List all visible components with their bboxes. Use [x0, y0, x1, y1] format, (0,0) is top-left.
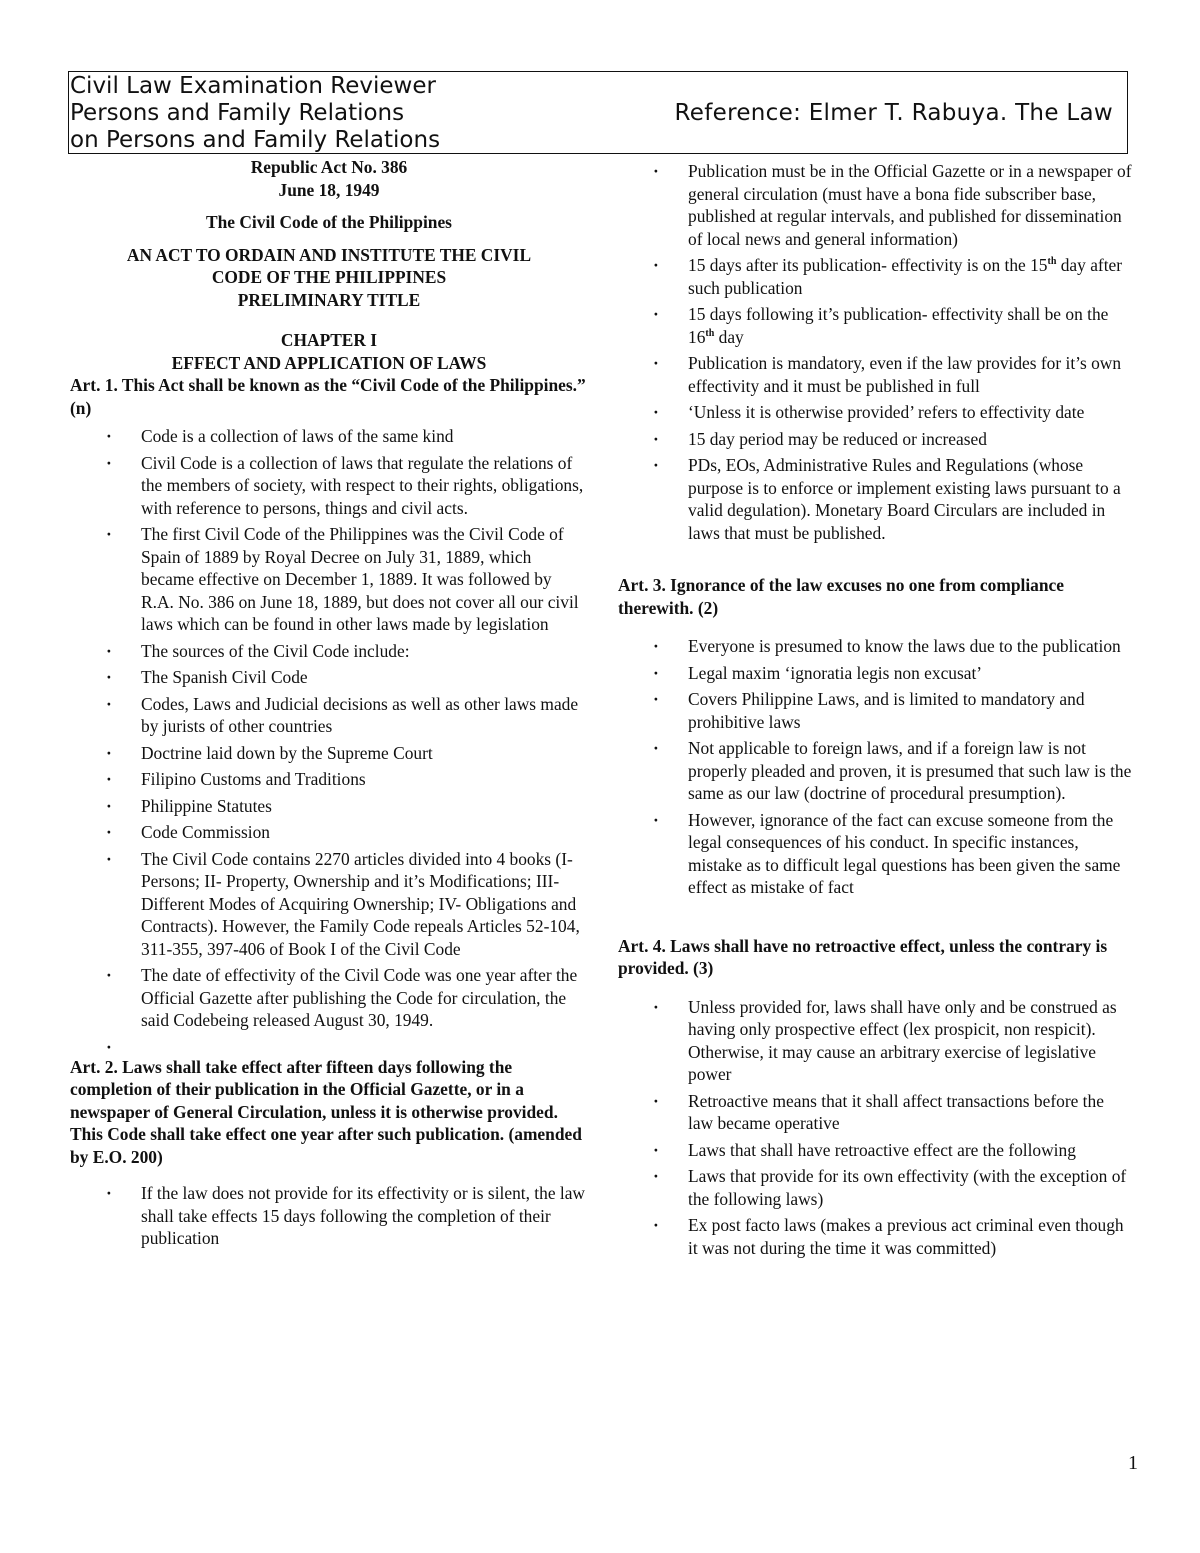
list-item: · However, ignorance of the fact can excuse someone from the legal consequences of his conduct. In specific instances, mistake as to difficult legal questions has been given the same effect as mistake of fact — [618, 809, 1132, 899]
header-subject: Persons and Family Relations — [70, 100, 405, 126]
article-2-list-left — [70, 1182, 588, 1250]
preliminary-title: PRELIMINARY TITLE — [237, 289, 421, 310]
list-item: · Laws that shall have retroactive effect are the following — [618, 1139, 1132, 1162]
ordinal-suffix: th — [705, 327, 715, 339]
list-item: · Code Commission — [70, 821, 588, 844]
list-item: · Publication is mandatory, even if the law provides for it’s own effectivity and it must be published in full — [618, 352, 1132, 397]
list-item: · Publication must be in the Official Gazette or in a newspaper of general circulation (must have a bona fide subscriber base, published at regular intervals, and published for dissemination of local news and general information) — [618, 160, 1132, 250]
list-item: · Filipino Customs and Traditions — [70, 768, 588, 791]
list-item: · Retroactive means that it shall affect transactions before the law became operative — [618, 1090, 1132, 1135]
list-item-text: day — [714, 326, 744, 347]
right-column — [618, 156, 1132, 1263]
list-item: · Code is a collection of laws of the same kind — [70, 425, 588, 448]
list-item-16th-day — [618, 303, 1132, 348]
article-1-heading: Art. 1. This Act shall be known as the “Civil Code of the Philippines.” (n) — [70, 375, 586, 418]
chapter-number: CHAPTER I — [280, 330, 378, 350]
list-item: · Doctrine laid down by the Supreme Court — [70, 742, 588, 765]
list-item: · PDs, EOs, Administrative Rules and Regulations (whose purpose is to enforce or implement existing laws pursuant to a valid degulation). Monetary Board Circulars are included in laws that must be published. — [618, 454, 1132, 544]
page-number: 1 — [1128, 1452, 1138, 1474]
code-title: The Civil Code of the Philippines — [206, 212, 452, 232]
list-item-text: day after such publication — [688, 255, 1123, 298]
list-item: · The Spanish Civil Code — [70, 666, 588, 689]
act-date: June 18, 1949 — [278, 179, 380, 200]
list-item: · Codes, Laws and Judicial decisions as well as other laws made by jurists of other countries — [70, 693, 588, 738]
left-column — [70, 156, 588, 1254]
list-item: · If the law does not provide for its effectivity or is silent, the law shall take effects 15 days following the completion of their publication — [70, 1182, 588, 1250]
list-item: · Philippine Statutes — [70, 795, 588, 818]
list-item: · The date of effectivity of the Civil Code was one year after the Official Gazette after publishing the Code for circulation, the said Codebeing released August 30, 1949. — [70, 964, 588, 1032]
chapter-title: EFFECT AND APPLICATION OF LAWS — [171, 352, 487, 373]
list-item-text: 15 days after its publication- effectivity is on the 15 — [688, 255, 1048, 275]
list-item: · ‘Unless it is otherwise provided’ refers to effectivity date — [618, 401, 1132, 424]
article-4-heading: Art. 4. Laws shall have no retroactive effect, unless the contrary is provided. (3) — [618, 935, 1108, 978]
article-1-list — [70, 425, 588, 1054]
article-3-heading: Art. 3. Ignorance of the law excuses no one from compliance therewith. (2) — [618, 575, 1064, 618]
article-2-list-right — [618, 160, 1132, 544]
list-item: · 15 day period may be reduced or increased — [618, 428, 1132, 451]
republic-act-number: Republic Act No. 386 — [250, 157, 408, 177]
act-title-line2: CODE OF THE PHILIPPINES — [211, 267, 447, 287]
list-item-15th-day — [618, 254, 1132, 299]
document-header — [68, 71, 1128, 154]
list-item: · The first Civil Code of the Philippines was the Civil Code of Spain of 1889 by Royal Decree on July 31, 1889, which became effective on December 1, 1889. It was followed by R.A. No. 386 on June 18, 1889, but does not cover all our civil laws which can be found in other laws made by legislation — [70, 523, 588, 636]
act-title-line1: AN ACT TO ORDAIN AND INSTITUTE THE CIVIL — [126, 244, 532, 265]
list-item: · Everyone is presumed to know the laws due to the publication — [618, 635, 1132, 658]
header-reference: Reference: Elmer T. Rabuya. The Law — [674, 100, 1113, 126]
article-4-list — [618, 996, 1132, 1260]
list-item: · Legal maxim ‘ignoratia legis non excusat’ — [618, 662, 1132, 685]
article-3-list — [618, 635, 1132, 899]
list-item: · Laws that provide for its own effectivity (with the exception of the following laws) — [618, 1165, 1132, 1210]
ordinal-suffix: th — [1047, 256, 1057, 268]
article-2-heading: Art. 2. Laws shall take effect after fifteen days following the completion of their publication in the Official Gazette, or in a newspaper of General Circulation, unless it is otherwise provided. This Code shall take effect one year after such publication. (amended by E.O. 200) — [70, 1056, 582, 1167]
list-item-text: 15 days following it’s publication- effectivity shall be on the 16 — [688, 304, 1109, 347]
list-item: · Unless provided for, laws shall have only and be construed as having only prospective effect (lex prospicit, non respicit). Otherwise, it may cause an arbitrary exercise of legislative power — [618, 996, 1132, 1086]
title-block — [70, 156, 588, 374]
header-title: Civil Law Examination Reviewer — [70, 73, 436, 99]
list-item: · Ex post facto laws (makes a previous act criminal even though it was not during the time it was committed) — [618, 1214, 1132, 1259]
list-item: · Covers Philippine Laws, and is limited to mandatory and prohibitive laws — [618, 688, 1132, 733]
list-item: · The Civil Code contains 2270 articles divided into 4 books (I-Persons; II- Property, Ownership and it’s Modifications; III- Different Modes of Acquiring Ownership; IV- Obligations and Contracts). However, the Family Code repeals Articles 52-104, 311-355, 397-406 of Book I of the Civil Code — [70, 848, 588, 961]
header-subject-cont: on Persons and Family Relations — [70, 127, 441, 153]
list-item: · Not applicable to foreign laws, and if a foreign law is not properly pleaded and proven, it is presumed that such law is the same as our law (doctrine of procedural presumption). — [618, 737, 1132, 805]
list-item: · Civil Code is a collection of laws that regulate the relations of the members of society, with respect to their rights, obligations, with reference to persons, things and civil acts. — [70, 452, 588, 520]
list-item: · The sources of the Civil Code include: — [70, 640, 588, 663]
empty-list-item — [70, 1036, 588, 1054]
